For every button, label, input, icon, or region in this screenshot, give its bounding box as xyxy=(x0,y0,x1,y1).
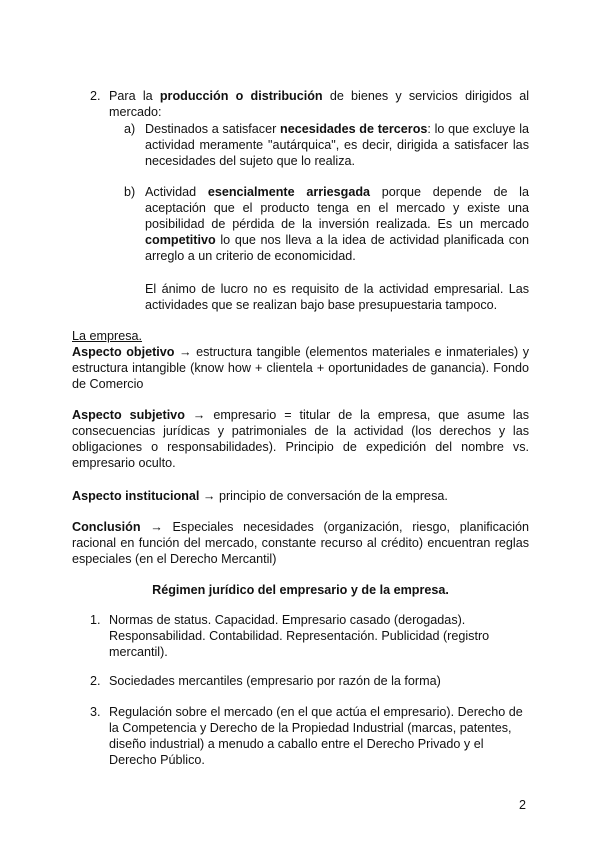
regimen-marker-1: 1. xyxy=(90,613,101,627)
regimen-title: Régimen jurídico del empresario y de la empresa. xyxy=(152,583,449,597)
regimen-marker-3: 3. xyxy=(90,705,101,719)
regimen-item-1: Normas de status. Capacidad. Empresario casado (derogadas). Responsabilidad. Contabilidad. Representación. Publicidad (registro mercantil). xyxy=(109,613,490,659)
sub-marker-b: b) xyxy=(124,185,136,199)
sub-marker-a: a) xyxy=(124,122,136,136)
aspecto-subjetivo: Aspecto subjetivo → empresario = titular de la empresa, que asume las consecuencias jurídicas y patrimoniales de la actividad (los derechos y las obligaciones o responsabilidades). Principio de expedición del nombre vs. empresario oculto. xyxy=(72,408,529,470)
regimen-item-3: Regulación sobre el mercado (en el que actúa el empresario). Derecho de la Competencia y Derecho de la Propiedad Industrial (marcas, patentes, diseño industrial) a menudo a caballo entre el Derecho Privado y el Derecho Público. xyxy=(109,705,523,767)
list-item-2: Para la producción o distribución de bienes y servicios dirigidos al mercado: xyxy=(109,89,530,119)
aspecto-institucional: Aspecto institucional → principio de conversación de la empresa. xyxy=(72,489,448,503)
conclusion: Conclusión → Especiales necesidades (organización, riesgo, planificación racional en función del mercado, constante recurso al crédito) encuentran reglas especiales (en el Derecho Mercantil) xyxy=(72,520,529,566)
list-marker: 2. xyxy=(90,89,101,103)
sub-item-b: Actividad esencialmente arriesgada porque depende de la aceptación que el producto tenga en el mercado y existe una posibilidad de pérdida de la inversión realizada. Es un mercado competitivo lo que nos lleva a la idea de actividad planificada con arreglo a un criterio de economicidad. xyxy=(145,185,529,263)
regimen-marker-2: 2. xyxy=(90,674,101,688)
section-heading: La empresa. xyxy=(72,329,143,343)
aspecto-objetivo: Aspecto objetivo → estructura tangible (elementos materiales e inmateriales) y estructura intangible (know how + clientela + oportunidades de ganancia). Fondo de Comercio xyxy=(72,345,529,391)
page-number: 2 xyxy=(519,798,527,812)
regimen-item-2: Sociedades mercantiles (empresario por razón de la forma) xyxy=(109,674,441,688)
note-paragraph: El ánimo de lucro no es requisito de la actividad empresarial. Las actividades que se realizan bajo base presupuestaria tampoco. xyxy=(145,282,529,312)
sub-item-a: Destinados a satisfacer necesidades de terceros: lo que excluye la actividad meramente "autárquica", es decir, dirigida a satisfacer las necesidades del sujeto que lo realiza. xyxy=(145,122,530,168)
